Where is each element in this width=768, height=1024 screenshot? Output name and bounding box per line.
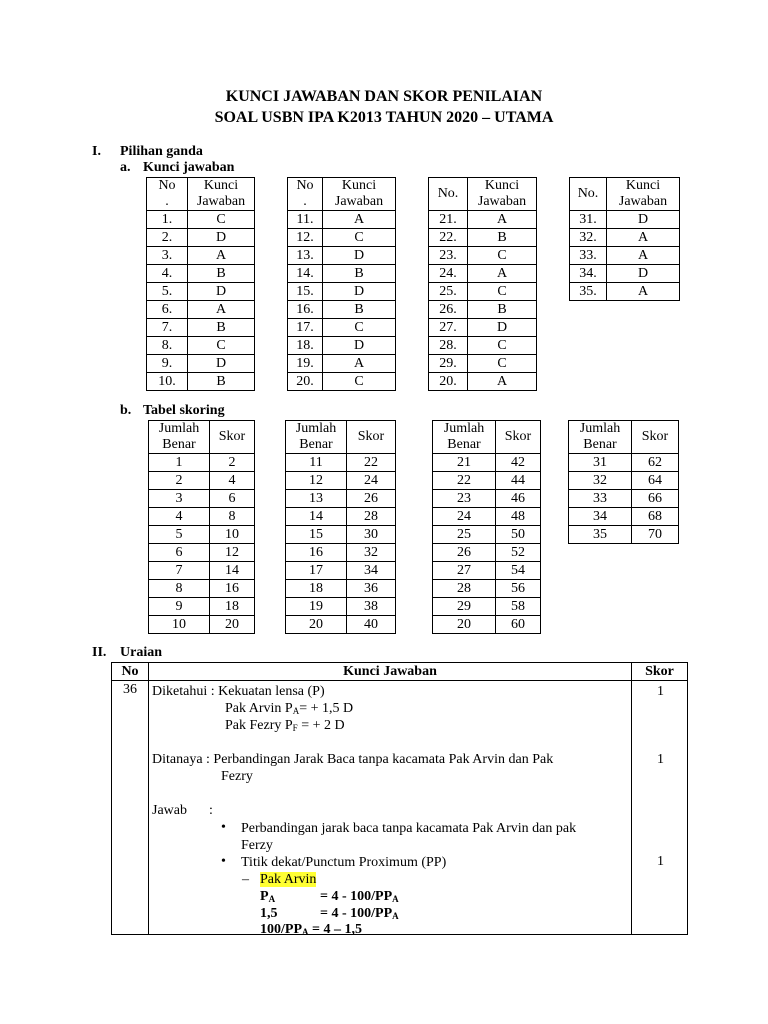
table-row: 20 40	[286, 616, 396, 634]
header-no: No	[112, 663, 149, 681]
table-row: 20. A	[429, 373, 537, 391]
diketahui-text: Diketahui : Kekuatan lensa (P)	[152, 684, 325, 699]
section-1-label: Pilihan ganda	[120, 144, 203, 159]
table-row: 7. B	[147, 319, 255, 337]
subsection-a-number: a.	[120, 160, 131, 175]
answer-key-table-4	[569, 177, 680, 301]
table-row: 29. C	[429, 355, 537, 373]
table-row: 1 2	[149, 454, 255, 472]
bullet-icon: •	[221, 854, 226, 869]
header-skor: Skor	[632, 663, 688, 681]
subsection-a-label: Kunci jawaban	[143, 160, 235, 175]
ditanaya-text-2: Fezry	[221, 769, 253, 784]
table-row: 12 24	[286, 472, 396, 490]
score-table-2	[285, 420, 396, 634]
jawab-label: Jawab	[152, 803, 187, 818]
answer-key-table-2	[287, 177, 396, 391]
table-row: 10. B	[147, 373, 255, 391]
header-key: Kunci Jawaban	[188, 178, 255, 211]
table-row: 9 18	[149, 598, 255, 616]
table-row: 15. D	[288, 283, 396, 301]
score-column	[632, 681, 688, 935]
bullet-1-text-1: Perbandingan jarak baca tanpa kacamata Pak Arvin dan pak	[241, 821, 577, 836]
table-row: 34 68	[569, 508, 679, 526]
table-row: 26 52	[433, 544, 541, 562]
table-row: 18. D	[288, 337, 396, 355]
section-2-number: II.	[92, 645, 107, 660]
pak-arvin-subheading: Pak Arvin	[260, 872, 317, 887]
table-row: 17 34	[286, 562, 396, 580]
score-table-3	[432, 420, 541, 634]
subsection-b-number: b.	[120, 403, 132, 418]
score-table-1	[148, 420, 255, 634]
header-jumlah-benar: Jumlah Benar	[569, 421, 632, 454]
table-row: 1. C	[147, 211, 255, 229]
table-row: 13 26	[286, 490, 396, 508]
answer-key-table-3	[428, 177, 537, 391]
table-row: 12. C	[288, 229, 396, 247]
table-row: 20. C	[288, 373, 396, 391]
document-title-line-2: SOAL USBN IPA K2013 TAHUN 2020 – UTAMA	[214, 109, 554, 126]
table-row: 27. D	[429, 319, 537, 337]
jawab-colon: :	[209, 803, 213, 818]
pak-fezry-power: Pak Fezry $P_F$ = + 2 D	[225, 718, 345, 733]
table-row: 2 4	[149, 472, 255, 490]
table-row: 35. A	[570, 283, 680, 301]
table-row: 31 62	[569, 454, 679, 472]
table-row: 22. B	[429, 229, 537, 247]
question-number: 36	[112, 681, 149, 935]
header-no: No.	[429, 178, 468, 211]
pak-arvin-power: Pak Arvin $P_A= + 1,5$ D	[225, 701, 354, 716]
table-row: 11. A	[288, 211, 396, 229]
table-row: 31. D	[570, 211, 680, 229]
table-row	[112, 681, 688, 935]
table-row: 6. A	[147, 301, 255, 319]
subsection-b-label: Tabel skoring	[143, 403, 225, 418]
table-row: 6 12	[149, 544, 255, 562]
header-skor: Skor	[210, 421, 255, 454]
table-row: 14. B	[288, 265, 396, 283]
table-row: 25. C	[429, 283, 537, 301]
table-row: 19. A	[288, 355, 396, 373]
table-row: 28. C	[429, 337, 537, 355]
table-row: 21. A	[429, 211, 537, 229]
header-jumlah-benar: Jumlah Benar	[286, 421, 347, 454]
table-row: 3. A	[147, 247, 255, 265]
table-row: 2. D	[147, 229, 255, 247]
equation-1-lhs: $P_A$	[260, 889, 276, 904]
header-jumlah-benar: Jumlah Benar	[149, 421, 210, 454]
table-row: 5. D	[147, 283, 255, 301]
table-row: 21 42	[433, 454, 541, 472]
header-no: No .	[147, 178, 188, 211]
header-key: Kunci Jawaban	[323, 178, 396, 211]
table-row: 23 46	[433, 490, 541, 508]
table-row: 32 64	[569, 472, 679, 490]
table-row: 19 38	[286, 598, 396, 616]
bullet-2-text: Titik dekat/Punctum Proximum (PP)	[241, 855, 447, 870]
score-value: 1	[657, 752, 664, 767]
table-row: 17. C	[288, 319, 396, 337]
header-key: Kunci Jawaban	[468, 178, 537, 211]
table-row: 24. A	[429, 265, 537, 283]
essay-answer-table	[111, 662, 688, 935]
table-row: 16 32	[286, 544, 396, 562]
table-row: 29 58	[433, 598, 541, 616]
table-row: 33 66	[569, 490, 679, 508]
table-row: 11 22	[286, 454, 396, 472]
table-row: 10 20	[149, 616, 255, 634]
bullet-1-text-2: Ferzy	[241, 838, 273, 853]
equation-3: $100/PP_A = 4 - 1,5$	[260, 922, 362, 937]
score-table-4	[568, 420, 679, 544]
answer-key-table-1	[146, 177, 255, 391]
header-jumlah-benar: Jumlah Benar	[433, 421, 496, 454]
table-row: 25 50	[433, 526, 541, 544]
table-row: 4. B	[147, 265, 255, 283]
table-row: 28 56	[433, 580, 541, 598]
table-row: 14 28	[286, 508, 396, 526]
table-row: 16. B	[288, 301, 396, 319]
dash-icon: –	[242, 872, 249, 887]
table-row: 15 30	[286, 526, 396, 544]
bullet-icon: •	[221, 820, 226, 835]
table-row: 23. C	[429, 247, 537, 265]
table-row: 5 10	[149, 526, 255, 544]
table-row: 24 48	[433, 508, 541, 526]
table-row: 13. D	[288, 247, 396, 265]
header-kunci-jawaban: Kunci Jawaban	[149, 663, 632, 681]
table-row: 20 60	[433, 616, 541, 634]
table-row: 3 6	[149, 490, 255, 508]
equation-1-rhs: = $4 - 100/PP_A$	[320, 889, 399, 904]
header-no: No.	[570, 178, 607, 211]
equation-2-lhs: 1,5	[260, 906, 278, 921]
table-row: 8 16	[149, 580, 255, 598]
table-row: 9. D	[147, 355, 255, 373]
ditanaya-text-1: Ditanaya : Perbandingan Jarak Baca tanpa kacamata Pak Arvin dan Pak	[152, 752, 554, 767]
table-row: 7 14	[149, 562, 255, 580]
table-row: 33. A	[570, 247, 680, 265]
header-skor: Skor	[632, 421, 679, 454]
table-row: 27 54	[433, 562, 541, 580]
table-row: 8. C	[147, 337, 255, 355]
table-row: 22 44	[433, 472, 541, 490]
section-2-label: Uraian	[120, 645, 162, 660]
header-skor: Skor	[347, 421, 396, 454]
section-1-number: I.	[92, 144, 101, 159]
answer-key-body	[149, 681, 632, 935]
table-row: 4 8	[149, 508, 255, 526]
equation-2-rhs: = $4 - 100/PP_A$	[320, 906, 399, 921]
table-row: 18 36	[286, 580, 396, 598]
header-skor: Skor	[496, 421, 541, 454]
header-key: Kunci Jawaban	[607, 178, 680, 211]
table-row: 35 70	[569, 526, 679, 544]
score-value: 1	[657, 684, 664, 699]
table-row: 32. A	[570, 229, 680, 247]
table-row: 34. D	[570, 265, 680, 283]
table-row: 26. B	[429, 301, 537, 319]
header-no: No .	[288, 178, 323, 211]
document-title-line-1: KUNCI JAWABAN DAN SKOR PENILAIAN	[225, 88, 543, 105]
score-value: 1	[657, 854, 664, 869]
